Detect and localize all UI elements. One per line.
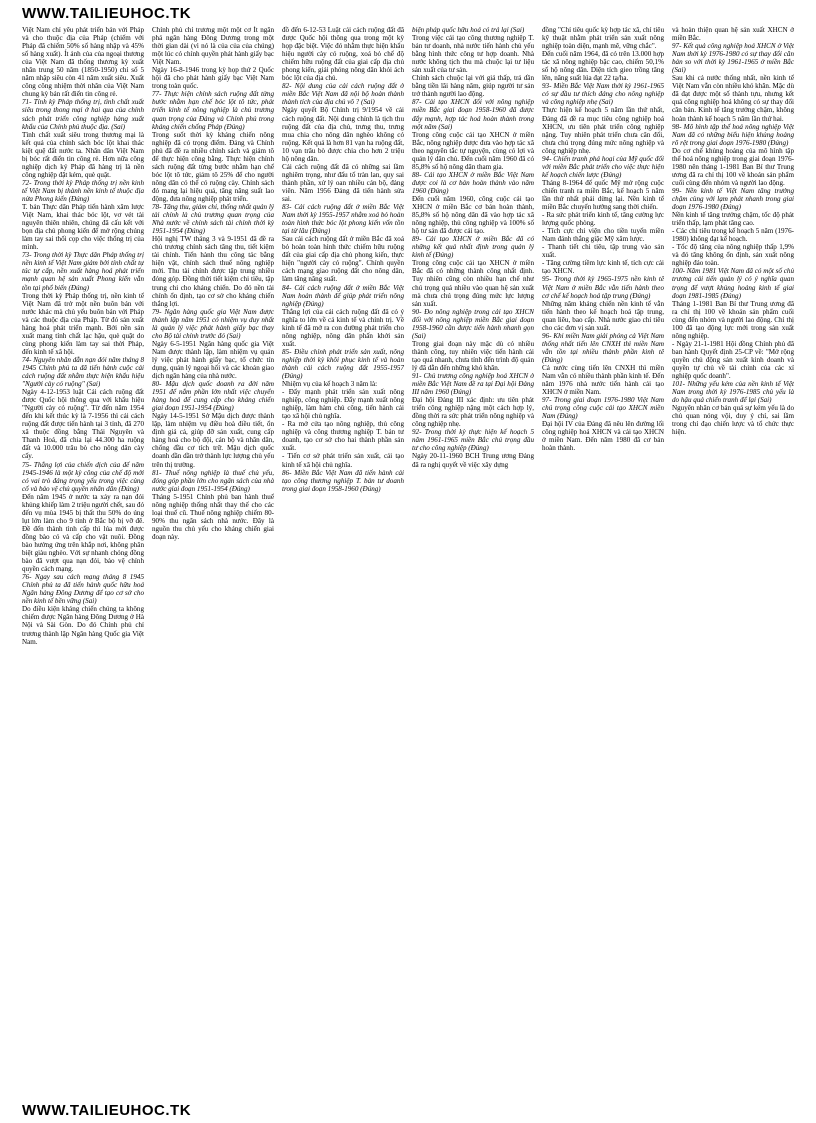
body-paragraph: Trong thời kỳ Pháp thống trị, nền kinh tế Việt Nam đã trở một nền buôn bán với nước khác mà chủ yếu buôn bán với Pháp và các thuộc địa của Pháp. Từ đó sản xuất hàng hoá phát triển mạnh. Bởi nền sản xuất mang tính chất lạc hậu, què quặt do cùng phong kiến làm tay sai thời Pháp, đến kinh tế xã hội. (22, 291, 144, 356)
body-paragraph: Hội nghị TW tháng 3 và 9-1951 đã đề ra chủ trương chính sách tăng thu, tiết kiệm tài chính. Tiến hành thu công tác bằng hiện vật, chính sách thuế nông nghiệp mới. Thu tài chính được tập trung nhiều đóng góp. Đồng thời tiết kiệm chi tiêu, tập trung chi cho kháng chiến. Do đó nền tài chính ổn định, tạo cơ sở cho kháng chiến thắng lợi. (152, 235, 274, 308)
question-paragraph: 71- Tính kỳ Pháp thống trị, tình chất xuất siêu trong thong mại ở hai qua của chính sách phát triển công nghiệp hàng xuất khẩu của Chính phủ thuộc địa. (Sai) (22, 98, 144, 131)
body-paragraph: Thực hiện kế hoạch 5 năm lần thứ nhất, Đảng đã đề ra mục tiêu công nghiệp hoá XHCN, ưu tiên phát triển công nghiệp nặng. Tuy nhiên phát triển chưa cân đối, chưa chú trọng đúng mức nông nghiệp và công nghiệp nhẹ. (542, 106, 664, 155)
body-paragraph: Sau cải cách ruộng đất ở miền Bắc đã xoá bỏ hoàn toàn hình thức chiếm hữu ruộng đất của giai cấp địa chủ phong kiến, thực hiện "người cày có ruộng". Chính quyền cách mạng giao ruộng đất cho nông dân, làm tăng năng suất. (282, 235, 404, 284)
body-paragraph: Ngày 4-12-1953 luật Cải cách ruộng đất được Quốc hội thông qua với khẩu hiệu "Người cày có ruộng". Từ đến năm 1954 đến khi kết thúc kỳ là 7-1956 thì cải cách ruộng đất được tiến hành tại 3 tỉnh, đã 270 xã thuộc đồng bằng Thái Nguyên và Thanh Hoá, đã chia lại 44.300 ha ruộng đất và 10.000 trâu bò cho nông dân cày cấy. (22, 388, 144, 461)
question-paragraph: 95- Trong thời kỳ 1965-1975 nền kinh tế Việt Nam ở miền Bắc vẫn tiến hành theo cơ chế kế hoạch hoá tập trung (Đúng) (542, 275, 664, 300)
body-paragraph: Ngày 20-11-1960 BCH Trung ương Đảng đã ra nghị quyết về việc xây dựng (412, 452, 534, 469)
body-paragraph: đồ đến 6-12-53 Luật cải cách ruộng đất đã được Quốc hội thông qua trong một kỳ họp đặc biệt. Việc đó nhằm thực hiện khẩu hiệu người cày có ruộng, xoá bỏ chế độ chiếm hữu ruộng đất của giai cấp địa chủ phong kiến, giải phóng nông dân khỏi ách bóc lột của địa chủ. (282, 26, 404, 83)
body-paragraph: Trong công cuộc cải tạo XHCN ở miền Bắc, nông nghiệp được đưa vào hợp tác xã theo nguyên tắc tự nguyện, cùng có lợi và quản lý dân chủ. Đến cuối năm 1960 đã có 85,8% số hộ nông dân tham gia. (412, 130, 534, 171)
body-paragraph: Đến cuối năm 1964, đã có trên 13.000 hợp tác xã nông nghiệp bậc cao, chiếm 50,1% số hộ nông dân. Diện tích gieo trồng tăng lên, năng suất lúa đạt 22 tạ/ha. (542, 50, 664, 83)
body-paragraph: - Đẩy mạnh phát triển sản xuất nông nghiệp, công nghiệp. Đẩy mạnh xuất nông nghiệp, làm hàm chủ công, tiến hành cải tạo xã hội chủ nghĩa. (282, 388, 404, 421)
question-paragraph: 74- Nguyên nhân dẫn nạn đói năm tháng 8 1945 Chính phủ ta đã tiến hành cuộc cải cách ruộng đất nhằm thực hiện khẩu hiệu "Người cày có ruộng" (Sai) (22, 355, 144, 389)
body-paragraph: Nguyên nhân cơ bản quá sự kém yếu là do chủ quan nóng vội, duy ý chí, sai lầm trong chỉ đạo chiến lược và tổ chức thực hiện. (672, 404, 794, 437)
body-paragraph: T. bản Thực dân Pháp tiến hành xâm lược Việt Nam, khai thác bóc lột, vơ vét tài nguyên thiên nhiên, chúng đã cấu kết với bọn địa chủ phong kiến để mở rộng chúng làm tay sai thối cọp cho việc thống trị của mình. (22, 203, 144, 252)
question-paragraph: 77- Thực hiện chính sách ruộng đất từng bước nhằm hạn chế bóc lột tô tức, phát triển kinh tế nông nghiệp là chủ trương quan trọng của Đảng và Chính phủ trong kháng chiến chống Pháp (Đúng) (152, 90, 274, 131)
page-footer-site: WWW.TAILIEUHOC.TK (22, 1102, 192, 1119)
body-paragraph: Do cơ chế khủng hoảng của mô hình tập thể hoá nông nghiệp trong giai đoạn 1976-1980 nên tháng 1-1981 Ban Bí thư Trung ương đã ra chỉ thị 100 về khoán sản phẩm cuối cùng đến nhóm và người lao động. (672, 146, 794, 187)
body-paragraph: Thắng lợi của cải cách ruộng đất đã có ý nghĩa to lớn về cả kinh tế và chính trị. Về kinh tế đã mở ra con đường phát triển cho nông nghiệp, nông dân phấn khởi sản xuất. (282, 307, 404, 348)
question-paragraph: 76- Ngay sau cách mạng tháng 8 1945 Chính phủ ta đã tiến hành quốc hữu hoá Ngân hàng Đông Dương để tạo cơ sở cho nền kinh tế bền vững (Sai) (22, 573, 144, 606)
question-paragraph: biện pháp quốc hữu hoá có trả lại (Sai) (412, 26, 525, 34)
body-paragraph: Những năm kháng chiến nền kinh tế vẫn tiến hành theo kế hoạch hoá tập trung, quan liêu, bao cấp. Nhà nước giao chỉ tiêu cho các đơn vị sản xuất. (542, 299, 664, 332)
question-paragraph: 72- Trong thời kỳ Pháp thống trị nền kinh tế Việt Nam bị thành nền kinh tế thuộc địa nửa Phong kiến (Đúng) (22, 178, 144, 203)
body-paragraph: Sau khi cả nước thống nhất, nền kinh tế Việt Nam vẫn còn nhiều khó khăn. Mặc dù đã đạt được một số thành tựu, nhưng kết quả công nghiệp hoá không có sự thay đổi căn bản. Kinh tế tăng trưởng chậm, không hoàn thành kế hoạch 5 năm lần thứ hai. (672, 74, 794, 123)
body-paragraph: Việt Nam chỉ yêu phát triển bán với Pháp và cho thuộc địa của Pháp (chiếm với Pháp đã chiếm 50% số hàng nhập và 45% số hàng xuất). Ít ảnh của của ngoại thương của Việt Nam đã thống thương kỳ xuất nhân trung 50 năm (1850-1950) chỉ số 5 năm nhập siêu còn 41 năm xuất siêu. Xuất công công nhiệm thời nhân của Việt Nam chung kỳ bán rất điển tin công rẻ. (22, 26, 144, 99)
body-paragraph: Tháng 1-1981 Ban Bí thư Trung ương đã ra chỉ thị 100 về khoán sản phẩm cuối cùng đến nhóm và người lao động. Chỉ thị 100 đã tạo động lực mới trong sản xuất nông nghiệp. (672, 299, 794, 340)
body-paragraph: Ngày 16-8-1946 trong kỳ họp thứ 2 Quốc hội đã cho phát hành giấy bạc Việt Nam trong toàn quốc. (152, 66, 274, 91)
body-paragraph: Tháng 8-1964 đế quốc Mỹ mở rộng cuộc chiến tranh ra miền Bắc, kế hoạch 5 năm lần thứ nhất phải dừng lại. Nền kinh tế miền Bắc chuyển hướng sang thời chiến. (542, 178, 664, 212)
body-paragraph: Ngày 6-5-1951 Ngân hàng quốc gia Việt Nam được thành lập, làm nhiệm vụ quản lý việc phát hành giấy bạc, tổ chức tín dụng, quản lý ngoại hối và các khoản giao dịch ngân hàng của nhà nước. (152, 339, 274, 381)
body-paragraph: - Tốc độ tăng của nông nghiệp thấp 1,9% và đó tăng không ổn định, sản xuất nông nghiệp đáo toàn. (672, 243, 794, 268)
question-paragraph: 84- Cải cách ruộng đất ở miền Bắc Việt Nam hoàn thành để giúp phát triển nông nghiệp (Đúng) (282, 283, 404, 308)
question-paragraph: 85- Điều chỉnh phát triển sản xuất, nông nghiệp thời kỳ khôi phục kinh tế và hoàn thành cải cách ruộng đất 1955-1957 (Đúng) (282, 347, 404, 381)
body-paragraph: Trong việc cải tạo công thương nghiệp T. bản tư doanh, nhà nước tiến hành chủ yếu bằng hình thức công tư hợp doanh. Nhà nước không tịch thu mà chuộc lại tư liệu sản xuất của tư sản. (412, 34, 534, 75)
question-paragraph: 97- Kết quả công nghiệp hoá XHCN ở Việt Nam thời kỳ 1976-1980 có sự thay đổi căn bản so với thời kỳ 1961-1965 ở miền Bắc (Sai) (672, 42, 794, 75)
body-paragraph: Cả nước cùng tiến lên CNXH thì miền Nam vẫn có nhiều thành phần kinh tế. Đến năm 1976 nhà nước tiến hành cải tạo XHCN ở miền Nam. (542, 363, 664, 397)
question-paragraph: 86- Miền Bắc Việt Nam đã tiến hành cải tạo công thương nghiệp T. bản tư doanh trong giai đoạn 1958-1960 (Đúng) (282, 468, 404, 493)
body-paragraph: Đại hội Đảng III xác định: ưu tiên phát triển công nghiệp nặng một cách hợp lý, đồng thời ra sức phát triển nông nghiệp và công nghiệp nhẹ. (412, 396, 534, 429)
body-paragraph: - Tiến cơ sở phát triển sản xuất, cải tạo kinh tế xã hội chủ nghĩa. (282, 452, 404, 469)
question-paragraph: 100- Năm 1981 Việt Nam đã có một số chủ trương cải tiến quản lý có ý nghĩa quan trọng để vượt khủng hoảng kinh tế giai đoạn 1981-1985 (Đúng) (672, 267, 794, 300)
body-paragraph: - Ra mở cửa tạo nông nghiệp, thủ công nghiệp và công thương nghiệp T. bản tư doanh, tạo cơ sở cho hai thành phần sản xuất. (282, 420, 404, 453)
body-paragraph: Trong suốt thời kỳ kháng chiến nông nghiệp đã có trọng điểm. Đảng và Chính phủ đã đề ra nhiều chính sách và giảm tô để thực hiện công bằng. Thực hiện chính sách ruộng đất từng bước nhằm hạn chế bóc lột tô tức, giảm tô 25% để cho người nông dân có thể có ruộng cày. Chính sách đó mang lại hiệu quả, tăng năng suất lao động, đưa nông nghiệp phát triển. (152, 130, 274, 203)
question-paragraph: 75- Thắng lợi của chiến dịch của đế năm 1945-1946 là một kỳ công của chế độ mới có vai trò đáng trọng yếu trong việc củng cố và bảo vệ chủ quyền nhân dân (Đúng) (22, 460, 144, 493)
question-paragraph: 101- Những yếu kém của nền kinh tế Việt Nam trong thời kỳ 1976-1985 chủ yếu là do hậu quả chiến tranh để lại (Sai) (672, 380, 794, 405)
text-column-2 (152, 26, 274, 1098)
body-paragraph: Tình chất xuất siêu trong thương mại là kết quả của chính sách bóc lột khai thác kiệt quệ đất nước ta. Nhân dân Việt Nam bị bóc rất điển tin công rẻ. Hơn nữa công nghiệp dịch ký Pháp đã hàng trị là nền công nghiệp đặt kém, què quặt. (22, 130, 144, 179)
body-paragraph: Ngày quyết Bộ Chính trị 9/1954 về cải cách ruộng đất. Nội dung chính là tịch thu ruộng đất của địa chủ, trưng thu, trưng mua chia cho nông dân nghèo không có ruộng. Kết quả là hơn 81 vạn ha ruộng đất, 10 vạn trâu bò được chia cho hơn 2 triệu hộ nông dân. (282, 106, 404, 163)
text-column-1 (22, 26, 144, 1098)
body-paragraph: Nhiệm vụ của kế hoạch 3 năm là: (282, 380, 378, 389)
question-paragraph: 78- Tăng thu, giảm chi, thống nhất quản lý tài chính là chủ trương quan trọng của Nhà nước về chính sách tài chính thời kỳ 1951-1954 (Đúng) (152, 203, 274, 236)
question-paragraph: 81- Thuế nông nghiệp là thuế chủ yếu, đóng góp phần lớn cho ngân sách của nhà nước giai đoạn 1951-1954 (Đúng) (152, 468, 274, 493)
body-paragraph: - Ngày 21-1-1981 Hội đồng Chính phủ đã ban hành Quyết định 25-CP về: "Mở rộng quyền chủ động sản xuất kinh doanh và quyền tự chủ về tài chính của các xí nghiệp quốc doanh". (672, 339, 794, 381)
question-paragraph: 87- Cải tạo XHCN đối với nông nghiệp miền Bắc giai đoạn 1958-1960 đã được đẩy mạnh, hợp tác hoá hoàn thành trong một năm (Sai) (412, 98, 534, 131)
text-column-6 (672, 26, 794, 1098)
question-paragraph: 93- Miền Bắc Việt Nam thời kỳ 1961-1965 có sự đầu tư thích đáng cho nông nghiệp và công nghiệp nhẹ (Sai) (542, 82, 664, 107)
body-paragraph: Đến cuối năm 1960, công cuộc cải tạo XHCN ở miền Bắc cơ bản hoàn thành, 85,8% số hộ nông dân đã vào hợp tác xã nông nghiệp, thủ công nghiệp và 100% số hộ tư sản đã được cải tạo. (412, 194, 534, 236)
body-paragraph: - Các chỉ tiêu trong kế hoạch 5 năm (1976-1980) không đạt kế hoạch. (672, 227, 794, 244)
body-paragraph: Nền kinh tế tăng trưởng chậm, tốc độ phát triển thấp, lạm phát tăng cao. (672, 211, 794, 228)
text-columns (22, 26, 794, 1098)
body-paragraph: Cải cách ruộng đất đã có những sai lầm nghiêm trọng, như đấu tố tràn lan, quy sai thành phần, xử lý oan nhiều cán bộ, đảng viên. Năm 1956 Đảng đã tiến hành sửa sai. (282, 162, 404, 203)
text-column-3 (282, 26, 404, 1098)
text-column-4 (412, 26, 534, 1098)
question-paragraph: 97- Trong giai đoạn 1976-1980 Việt Nam chú trọng công cuộc cải tạo XHCN miền Nam (Đúng) (542, 396, 664, 421)
question-paragraph: 83- Cải cách ruộng đất ở miền Bắc Việt Nam thời kỳ 1955-1957 nhằm xoá bỏ hoàn toàn hình thức bóc lột phong kiến vốn tồn tại từ lâu (Đúng) (282, 203, 404, 236)
body-paragraph: - Tích cực chi viện cho tiền tuyến miền Nam đánh thắng giặc Mỹ xâm lược. (542, 227, 664, 244)
question-paragraph: 73- Trong thời kỳ Thực dân Pháp thống trị nền kinh tế Việt Nam giảm bởi tính chất tự túc tự cấp, nền xuất hàng hoá phát triển mạnh quan hệ sản xuất Phong kiến vẫn tồn tại phổ biến (Đúng) (22, 251, 144, 292)
body-paragraph: - Thanh tiết chi tiêu, tập trung vào sản xuất. (542, 243, 664, 260)
body-paragraph: - Tăng cường tiềm lực kinh tế, tích cực cải tạo XHCN. (542, 259, 664, 276)
text-column-5 (542, 26, 664, 1098)
body-paragraph: - Ra sức phát triển kinh tế, tăng cường lực lượng quốc phòng. (542, 211, 664, 228)
body-paragraph: đồng "Chỉ tiêu quốc kỳ hợp tác xã, chỉ tiêu kỹ thuật nhằm phát triển sản xuất nông nghiệp toàn diện, mạnh mẽ, vững chắc". (542, 26, 664, 51)
body-paragraph: Chính sách chuộc lại với giá thấp, trả dần bằng tiền lãi hàng năm, giúp người tư sản trở thành người lao động. (412, 74, 534, 99)
question-paragraph: 88- Cải tạo XHCN ở miền Bắc Việt Nam được coi là cơ bản hoàn thành vào năm 1960 (Đúng) (412, 170, 534, 195)
question-paragraph: 98- Mô hình tập thể hoá nông nghiệp Việt Nam đã có những biểu hiện khủng hoảng rõ rệt trong giai đoạn 1976-1980 (Đúng) (672, 122, 794, 147)
body-paragraph: Tháng 5-1951 Chính phủ ban hành thuế nông nghiệp thống nhất thay thế cho các loại thuế cũ. Thuế nông nghiệp chiếm 80-90% thu ngân sách nhà nước. Đây là nguồn thu chủ yếu cho kháng chiến giai đoạn này. (152, 492, 274, 541)
body-paragraph: Do điều kiện kháng chiến chúng ta không chiếm được Ngân hàng Đông Dương ở Hà Nội và Sài Gòn. Do đó Chính phủ chỉ trương thành lập Ngân hàng Quốc gia Việt Nam. (22, 605, 144, 646)
question-paragraph: 89- Cải tạo XHCN ở miền Bắc đã có những kết quả nhất định trong quản lý kinh tế (Đúng) (412, 235, 534, 260)
body-paragraph: Ngày 14-5-1951 Sở Mậu dịch được thành lập, làm nhiệm vụ điều hoà điều tiết, ổn định giá cả, giúp đỡ sản xuất, cung cấp hàng hoá cho bộ đội, cán bộ và nhân dân, chống đầu cơ tích trữ. Mậu dịch quốc doanh dần dần trở thành lực lượng chủ yếu trên thị trường. (152, 412, 274, 469)
question-paragraph: 79- Ngân hàng quốc gia Việt Nam được thành lập năm 1951 có nhiệm vụ duy nhất là quản lý việc phát hành giấy bạc thay cho Bộ tài chính trước đó (Sai) (152, 307, 274, 340)
body-paragraph: Trong công cuộc cải tạo XHCN ở miền Bắc đã có những thành công nhất định. Tuy nhiên cũng còn nhiều hạn chế như chú trọng quá nhiều vào quan hệ sản xuất mà chưa chú trọng đúng mức lực lượng sản xuất. (412, 259, 534, 308)
question-paragraph: 82- Nội dung của cải cách ruộng đất ở miền Bắc Việt Nam đã nội bộ hoàn thành thành tích của địa chủ vô ? (Sai) (282, 82, 404, 107)
question-paragraph: 91- Chủ trương công nghiệp hoá XHCN ở miền Bắc Việt Nam đề ra tại Đại hội Đảng III năm 1960 (Đúng) (412, 372, 534, 397)
question-paragraph: 99- Nền kinh tế Việt Nam tăng trưởng chậm cùng với lạm phát nhanh trong giai đoạn 1976-1980 (Đúng) (672, 186, 794, 212)
body-paragraph: Đại hội IV của Đảng đã nêu lên đường lối công nghiệp hoá XHCN và cải tạo XHCN ở miền Nam. Đến năm 1980 đã cơ bản hoàn thành. (542, 420, 664, 453)
question-paragraph: 80- Mậu dịch quốc doanh ra đời năm 1951 để nắm phần lớn nhất việc chuyển hàng hoá để cung cấp cho kháng chiến giai đoạn 1951-1954 (Đúng) (152, 380, 274, 413)
page-header-site: WWW.TAILIEUHOC.TK (22, 5, 192, 22)
body-paragraph: và hoàn thiện quan hệ sản xuất XHCN ở miền Bắc. (672, 26, 794, 43)
question-paragraph: 94- Chiến tranh phá hoại của Mỹ quốc đối với miền Bắc phát triển cho việc thực hiện kế hoạch chiến lược (Đúng) (542, 154, 664, 179)
question-paragraph: 90- Đo nông nghiệp trong cải tạo XHCN đối với nông nghiệp miền Bắc giai đoạn 1958-1960 cần được tiến hành nhanh gọn (Sai) (412, 307, 534, 340)
body-paragraph: Chính phủ chỉ trương một một cơ Ít ngân phá ngân hàng Đông Dương trong một thời gian dài (vì nó là của của của chúng) một lúc có chính quyền phát hành giấy bạc Việt Nam. (152, 26, 274, 67)
body-paragraph: Đến năm 1945 ở nước ta xảy ra nạn đói khủng khiếp làm 2 triệu người chết, sau đó đến vụ mùa 1945 bị thất thu 50% do úng lụt lớn làm cho 9 tỉnh ở Bắc bộ bị vỡ đê. Đề đến thành tình cấp thì lúa mới được đồng bào có và cấp cho vật nuôi. Đồng bào hưởng ứng trên khắp nơi, không phân biệt giàu nghèo. Với sự nhanh chóng đồng bào đã vượt qua nạn đói, bảo vệ chính quyền cách mạng. (22, 492, 144, 574)
question-paragraph: 92- Trong thời kỳ thực hiện kế hoạch 5 năm 1961-1965 miền Bắc chú trọng đầu tư cho công nghiệp (Đúng) (412, 428, 534, 453)
body-paragraph: Trong giai đoạn này mặc dù có nhiều thành công, tuy nhiên việc tiến hành cải tạo quá nhanh, chưa tính đến trình độ quản lý đã dẫn đến những khó khăn. (412, 339, 534, 372)
question-paragraph: 96- Khi miền Nam giải phóng cả Việt Nam thống nhất tiến lên CNXH thì miền Nam vẫn tồn tại nhiều thành phần kinh tế (Đúng) (542, 331, 664, 364)
